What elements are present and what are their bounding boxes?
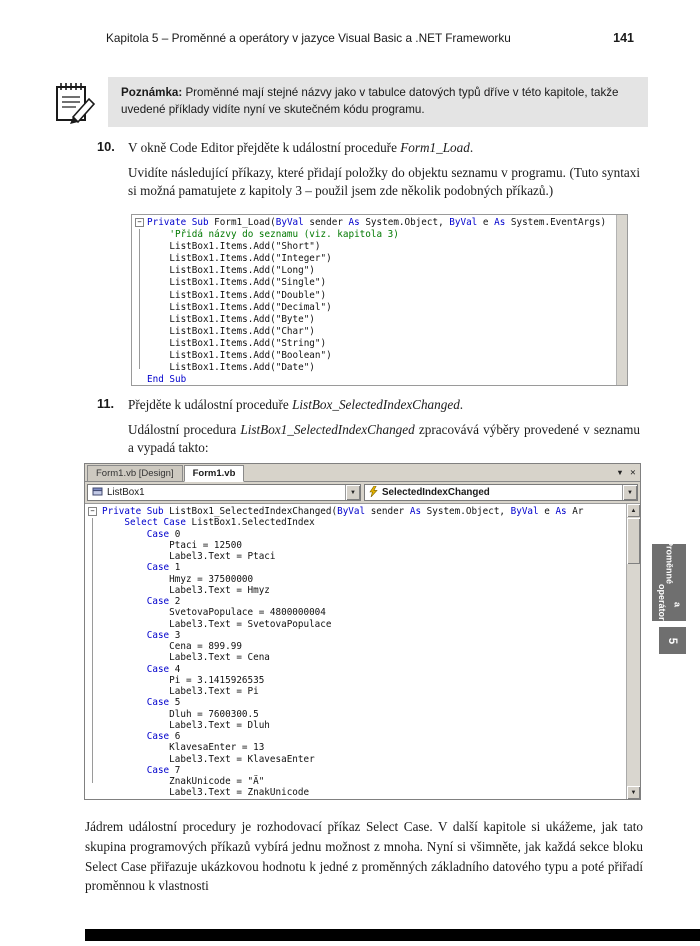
code-line: Ptaci = 12500 bbox=[169, 539, 242, 551]
note-label: Poznámka: bbox=[121, 86, 183, 99]
code-line: Label3.Text = Cena bbox=[169, 652, 270, 664]
code-editor-window bbox=[84, 463, 641, 800]
code-line: ListBox1.Items.Add("Short") bbox=[169, 241, 321, 253]
step-11-intro-text: Přejděte k událostní proceduře bbox=[128, 397, 293, 412]
page-number: 141 bbox=[613, 31, 634, 45]
step-11-paragraph bbox=[128, 421, 640, 457]
code-line: Case 6 bbox=[146, 731, 181, 742]
document-tab-bar bbox=[85, 464, 640, 482]
code-line: Private Sub ListBox1_SelectedIndexChanged(ByVal sender As System.Object, ByVal e As Ar bbox=[102, 506, 584, 517]
event-dropdown-value: SelectedIndexChanged bbox=[382, 487, 490, 498]
code-line: Label3.Text = SvetovaPopulace bbox=[169, 618, 332, 630]
code-line: Case 3 bbox=[146, 629, 181, 641]
collapse-minus-icon[interactable]: − bbox=[135, 218, 144, 227]
closing-paragraph: Jádrem událostní procedury je rozhodovací příkaz Select Case. V další kapitole si ukážeme, jak tato skupina programových příkazů vybírá jednu možnost z mnoha. Nyní si všimněte, jak každá sekce bloku Select Case přiřazuje ukázkovou hodnotu k jedné z proměnných základního datového typu a poté přiřadí proměnnou k vlastnosti bbox=[85, 819, 643, 894]
code-line: ListBox1.Items.Add("Byte") bbox=[169, 313, 315, 325]
code-line: Case 1 bbox=[146, 562, 181, 574]
code-line: ListBox1.Items.Add("Double") bbox=[169, 289, 327, 301]
code-line: Dluh = 7600300.5 bbox=[169, 708, 259, 720]
note-text: Proměnné mají stejné názvy jako v tabulce datových typů dříve v této kapitole, takže uvedené příklady vidíte nyní ve skutečném kódu programu. bbox=[121, 86, 619, 116]
code-line: Label3.Text = Hmyz bbox=[169, 584, 270, 596]
chapter-header-title: Kapitola 5 – Proměnné a operátory v jazyce Visual Basic a .NET Frameworku bbox=[106, 31, 511, 45]
code-line: Hmyz = 37500000 bbox=[169, 573, 254, 585]
side-tab-line1: Proměnné bbox=[664, 539, 675, 584]
step-10-number: 10. bbox=[97, 139, 115, 154]
code-line: Case 7 bbox=[146, 764, 181, 776]
code-line: ListBox1.Items.Add("Long") bbox=[169, 265, 315, 277]
step-10-intro-end: . bbox=[469, 140, 474, 155]
close-icon[interactable]: ✕ bbox=[629, 468, 636, 477]
code-line: Select Case ListBox1.SelectedIndex bbox=[124, 517, 315, 529]
outline-line bbox=[92, 518, 93, 783]
code-line: ListBox1.Items.Add("Decimal") bbox=[169, 301, 332, 313]
code-line: Label3.Text = Pi bbox=[169, 686, 259, 697]
code-line: ListBox1.Items.Add("Date") bbox=[169, 362, 315, 374]
code-scrollbar[interactable] bbox=[616, 215, 627, 385]
dropdown-arrow-icon[interactable]: ▼ bbox=[622, 485, 637, 500]
code-outline-margin bbox=[85, 504, 102, 799]
note-box bbox=[108, 77, 648, 127]
object-dropdown-value: ListBox1 bbox=[107, 487, 145, 498]
step-11-para-text: Událostní procedura bbox=[128, 421, 241, 437]
code-line: Label3.Text = Ptaci bbox=[169, 551, 276, 562]
tabbar-controls bbox=[616, 468, 636, 477]
code-line: ListBox1.Items.Add("Boolean") bbox=[169, 350, 332, 362]
code-outline-margin bbox=[132, 215, 147, 385]
step-10-intro bbox=[128, 139, 640, 157]
code-line: ListBox1.Items.Add("Single") bbox=[169, 277, 327, 289]
code-line: Case 2 bbox=[146, 596, 181, 607]
code-line: Pi = 3.1415926535 bbox=[169, 674, 265, 686]
collapse-minus-icon[interactable]: − bbox=[88, 507, 97, 516]
dropdown-bar bbox=[85, 482, 640, 504]
step-10-procedure-name: Form1_Load bbox=[400, 140, 470, 155]
code-line: End Sub bbox=[147, 374, 187, 385]
chapter-side-tab bbox=[652, 539, 686, 626]
outline-line bbox=[139, 229, 140, 369]
code-line: KlavesaEnter = 13 bbox=[169, 742, 265, 754]
event-dropdown[interactable] bbox=[364, 484, 638, 501]
code-line: ZnakUnicode = "Ä" bbox=[169, 776, 265, 787]
step-11-number: 11. bbox=[97, 396, 115, 411]
step-11-intro bbox=[128, 396, 640, 414]
step-10 bbox=[97, 139, 640, 199]
step-10-body bbox=[128, 139, 640, 199]
code-line: 'Přidá názvy do seznamu (viz. kapitola 3) bbox=[169, 229, 399, 241]
dropdown-arrow-icon[interactable]: ▼ bbox=[345, 485, 360, 500]
code-line: ListBox1.Items.Add("Integer") bbox=[169, 253, 332, 265]
code-text bbox=[102, 504, 626, 799]
code-line: Case 4 bbox=[146, 663, 181, 675]
code-line: Label3.Text = Dluh bbox=[169, 719, 270, 731]
code-line: Private Sub Form1_Load(ByVal sender As System.Object, ByVal e As System.EventArgs) bbox=[147, 217, 607, 228]
code-listing-form1-load bbox=[131, 214, 628, 386]
code-line: SvetovaPopulace = 4800000004 bbox=[169, 607, 326, 619]
scroll-down-icon[interactable]: ▼ bbox=[627, 786, 640, 799]
code-area bbox=[85, 504, 640, 799]
step-11-procedure-name: ListBox_SelectedIndexChanged bbox=[292, 397, 460, 412]
code-line: ListBox1.Items.Add("String") bbox=[169, 337, 327, 349]
page-footer-bar bbox=[85, 929, 700, 941]
object-icon bbox=[92, 486, 103, 499]
chapter-number-tab bbox=[659, 627, 686, 654]
chapter-number: 5 bbox=[666, 637, 679, 644]
vertical-scrollbar[interactable] bbox=[626, 504, 640, 799]
tab-form1-design[interactable]: Form1.vb [Design] bbox=[87, 465, 183, 481]
step-11-body bbox=[128, 396, 640, 456]
code-line: ListBox1.Items.Add("Char") bbox=[169, 325, 315, 337]
object-dropdown[interactable] bbox=[87, 484, 361, 501]
code-line: Case 0 bbox=[146, 528, 181, 540]
tab-form1-code[interactable]: Form1.vb bbox=[184, 465, 245, 482]
event-lightning-icon bbox=[369, 486, 378, 500]
step-10-paragraph: Uvidíte následující příkazy, které přidají položky do objektu seznamu v programu. (Tuto syntaxi si možná pamatujete z kapitoly 3 – použil jsem zde několik podobných příkazů.) bbox=[128, 164, 640, 198]
code-line: Label3.Text = KlavesaEnter bbox=[169, 753, 315, 765]
step-11-para-procedure-name: ListBox1_SelectedIndexChanged bbox=[240, 421, 415, 437]
scrollbar-thumb[interactable] bbox=[627, 518, 640, 564]
step-11-intro-end: . bbox=[459, 397, 464, 412]
step-11-para-end: zpracovává výběry provedené v seznamu a vypadá takto: bbox=[128, 421, 640, 455]
scroll-up-icon[interactable]: ▲ bbox=[627, 504, 640, 517]
step-11 bbox=[97, 396, 640, 456]
step-10-intro-text: V okně Code Editor přejděte k událostní proceduře bbox=[128, 140, 401, 155]
code-line: Cena = 899.99 bbox=[169, 641, 242, 652]
code-text bbox=[147, 215, 616, 385]
side-tab-line2: a operátory bbox=[657, 583, 683, 626]
code-line: Label3.Text = ZnakUnicode bbox=[169, 787, 310, 799]
code-line: Case 5 bbox=[146, 697, 181, 709]
running-header bbox=[106, 31, 634, 45]
notebook-pencil-icon bbox=[52, 78, 98, 126]
tab-scroll-icon[interactable]: ▼ bbox=[616, 468, 624, 477]
